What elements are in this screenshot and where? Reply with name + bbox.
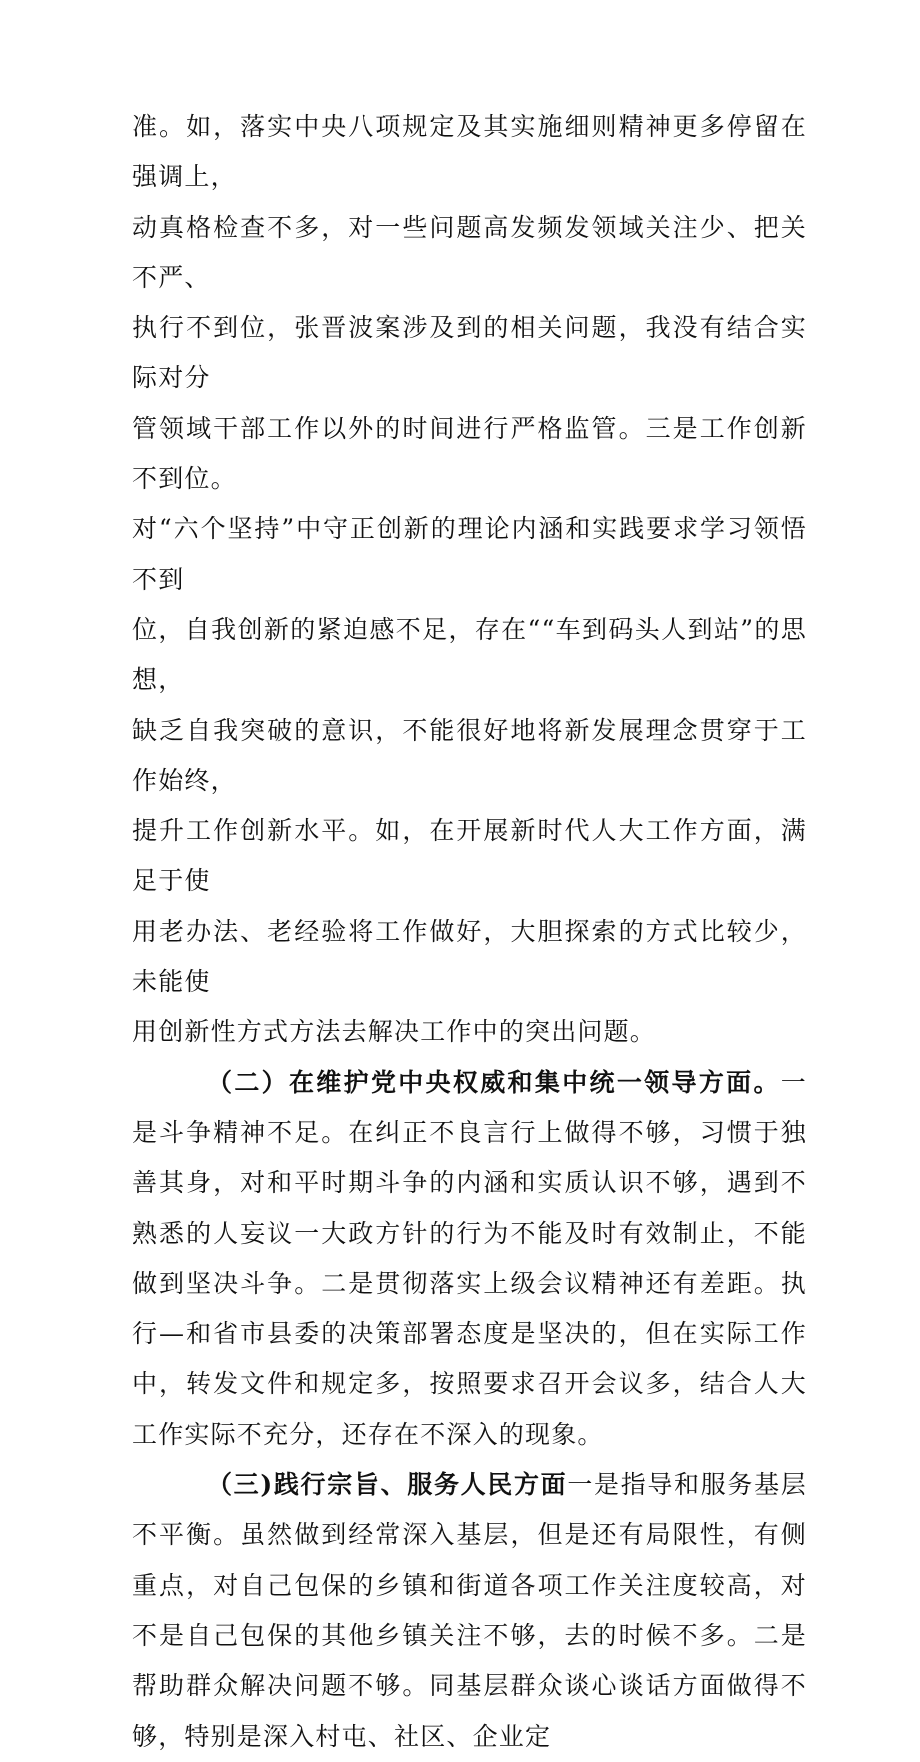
text-line: 对“六个坚持”中守正创新的理论内涵和实践要求学习领悟不到 <box>132 514 807 594</box>
section-body: 一是斗争精神不足。在纠正不良言行上做得不够，习惯于独善其身，对和平时期斗争的内涵和实质认识不够，遇到不熟悉的人妄议一大政方针的行为不能及时有效制止，不能做到坚决斗争。二是贯彻落实上级会议精神还有差距。执行—和省市县委的决策部署态度是坚决的，但在实际工作中，转发文件和规定多，按照要求召开会议多，结合人大工作实际不充分，还存在不深入的现象。 <box>132 1067 807 1449</box>
text-line: 执行不到位，张晋波案涉及到的相关问题，我没有结合实际对分 <box>132 313 807 393</box>
text-line: 缺乏自我突破的意识，不能很好地将新发展理念贯穿于工作始终， <box>132 715 807 795</box>
text-line: 用创新性方式方法去解决工作中的突出问题。 <box>132 1017 657 1047</box>
paragraph-continued <box>132 102 807 1058</box>
text-line: 用老办法、老经验将工作做好，大胆探索的方式比较少，未能使 <box>132 916 807 997</box>
paragraph-section-2 <box>132 1058 807 1460</box>
section-heading: （三)践行宗旨、服务人民方面 <box>207 1470 568 1500</box>
paragraph-section-3 <box>132 1460 807 1762</box>
document-page <box>132 102 807 1762</box>
section-heading: （二）在维护党中央权威和集中统一领导方面。 <box>207 1067 781 1097</box>
text-line: 提升工作创新水平。如，在开展新时代人大工作方面，满足于使 <box>132 816 807 896</box>
text-line: 管领域干部工作以外的时间进行严格监管。三是工作创新不到位。 <box>132 413 807 494</box>
section-body: 一是指导和服务基层不平衡。虽然做到经常深入基层，但是还有局限性，有侧重点，对自己包保的乡镇和街道各项工作关注度较高，对不是自己包保的其他乡镇关注不够，去的时候不多。二是帮助群众解决问题不够。同基层群众谈心谈话方面做得不够，特别是深入村屯、社区、企业定 <box>132 1470 807 1751</box>
text-line: 位，自我创新的紧迫感不足，存在““车到码头人到站”的思想， <box>132 614 807 695</box>
text-line: 动真格检查不多，对一些问题高发频发领域关注少、把关不严、 <box>132 212 807 292</box>
text-line: 准。如，落实中央八项规定及其实施细则精神更多停留在强调上， <box>132 112 807 192</box>
